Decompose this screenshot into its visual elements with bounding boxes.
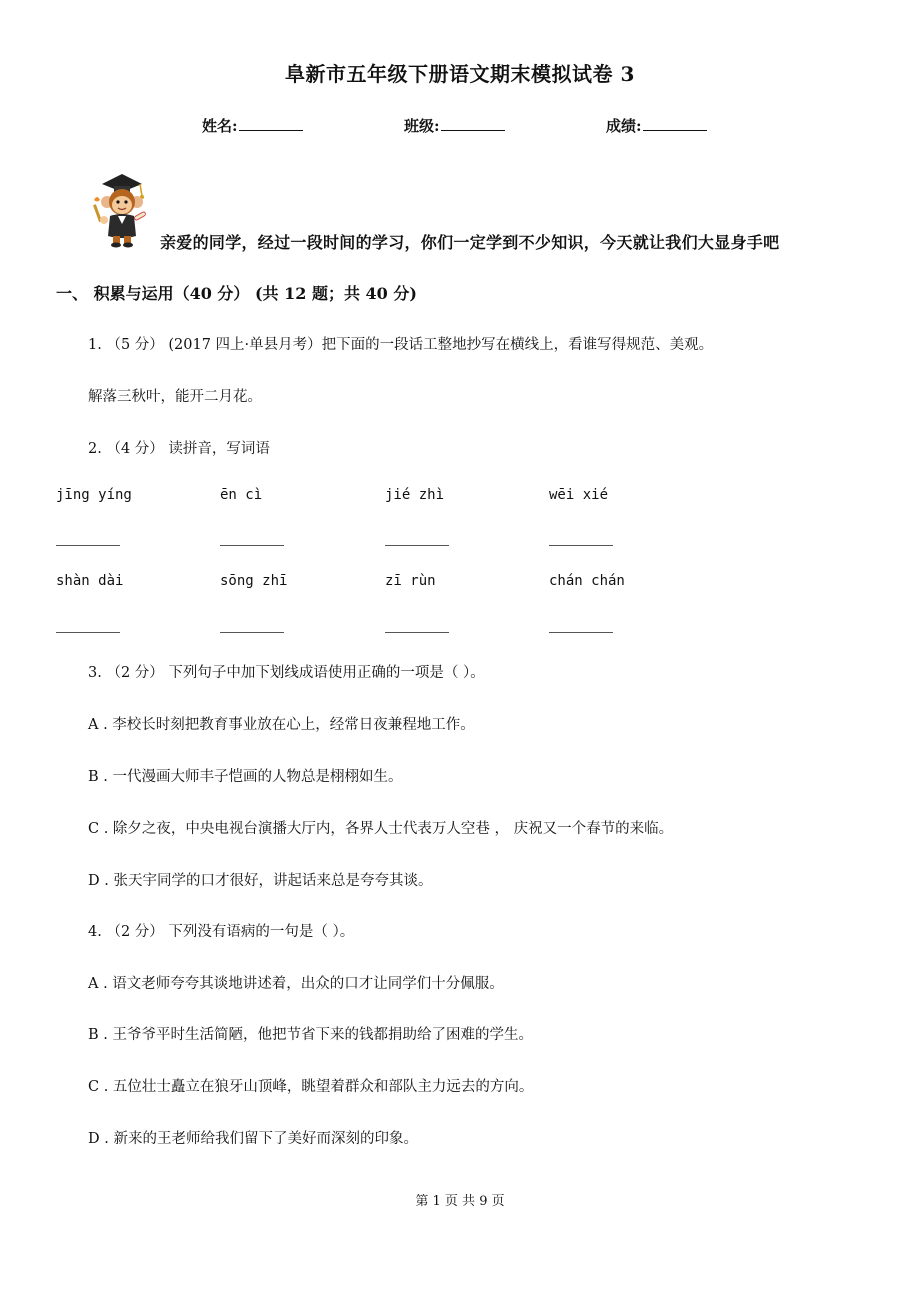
pinyin-item: jīng yíng	[56, 487, 132, 503]
pinyin-item: zī rùn	[385, 573, 436, 589]
question-4-option-d[interactable]: D . 新来的王老师给我们留下了美好而深刻的印象。	[88, 1131, 418, 1147]
answer-blank[interactable]	[549, 632, 613, 633]
answer-blank[interactable]	[385, 545, 449, 546]
pinyin-item: chán chán	[549, 573, 625, 589]
name-blank[interactable]	[239, 116, 303, 131]
page-title: 阜新市五年级下册语文期末模拟试卷 3	[285, 62, 635, 86]
question-4-option-a[interactable]: A . 语文老师夸夸其谈地讲述着，出众的口才让同学们十分佩服。	[88, 976, 504, 992]
name-label: 姓名:	[202, 117, 238, 135]
answer-blank[interactable]	[56, 632, 120, 633]
score-field	[606, 115, 707, 136]
pinyin-item: shàn dài	[56, 573, 124, 589]
answer-blank[interactable]	[549, 545, 613, 546]
class-blank[interactable]	[441, 116, 505, 131]
score-label: 成绩:	[606, 117, 642, 135]
question-3-stem: 3. （2 分） 下列句子中加下划线成语使用正确的一项是（ ）。	[88, 665, 485, 681]
class-field	[404, 115, 505, 136]
class-label: 班级:	[404, 117, 440, 135]
answer-blank[interactable]	[385, 632, 449, 633]
pinyin-item: sōng zhī	[220, 573, 288, 589]
question-2-stem: 2. （4 分） 读拼音，写词语	[88, 441, 270, 457]
answer-blank[interactable]	[220, 632, 284, 633]
question-4-option-b[interactable]: B . 王爷爷平时生活简陋，他把节省下来的钱都捐助给了困难的学生。	[88, 1027, 533, 1043]
question-4-stem: 4. （2 分） 下列没有语病的一句是（ ）。	[88, 924, 355, 940]
pinyin-item: wēi xié	[549, 487, 609, 503]
score-blank[interactable]	[643, 116, 707, 131]
graduate-monkey-icon	[88, 170, 150, 248]
section-1-title: 一、 积累与运用（40 分） (共 12 题；共 40 分)	[56, 284, 417, 303]
question-3-option-d[interactable]: D . 张天宇同学的口才很好，讲起话来总是夸夸其谈。	[88, 873, 433, 889]
answer-blank[interactable]	[56, 545, 120, 546]
pinyin-item: ēn cì	[220, 487, 263, 503]
question-3-option-a[interactable]: A . 李校长时刻把教育事业放在心上，经常日夜兼程地工作。	[88, 717, 475, 733]
greeting-text: 亲爱的同学，经过一段时间的学习，你们一定学到不少知识，今天就让我们大显身手吧	[160, 233, 780, 252]
page-footer: 第 1 页 共 9 页	[415, 1194, 505, 1209]
question-1-text: 解落三秋叶，能开二月花。	[88, 389, 262, 405]
question-3-option-c[interactable]: C . 除夕之夜，中央电视台演播大厅内，各界人士代表万人空巷 ， 庆祝又一个春节的来临。	[88, 821, 674, 837]
pinyin-item: jié zhì	[385, 487, 445, 503]
answer-blank[interactable]	[220, 545, 284, 546]
question-1-stem: 1. （5 分） (2017 四上·单县月考）把下面的一段话工整地抄写在横线上，看谁写得规范、美观。	[88, 337, 714, 353]
question-4-option-c[interactable]: C . 五位壮士矗立在狼牙山顶峰，眺望着群众和部队主力远去的方向。	[88, 1079, 534, 1095]
name-field	[202, 115, 303, 136]
question-3-option-b[interactable]: B . 一代漫画大师丰子恺画的人物总是栩栩如生。	[88, 769, 403, 785]
